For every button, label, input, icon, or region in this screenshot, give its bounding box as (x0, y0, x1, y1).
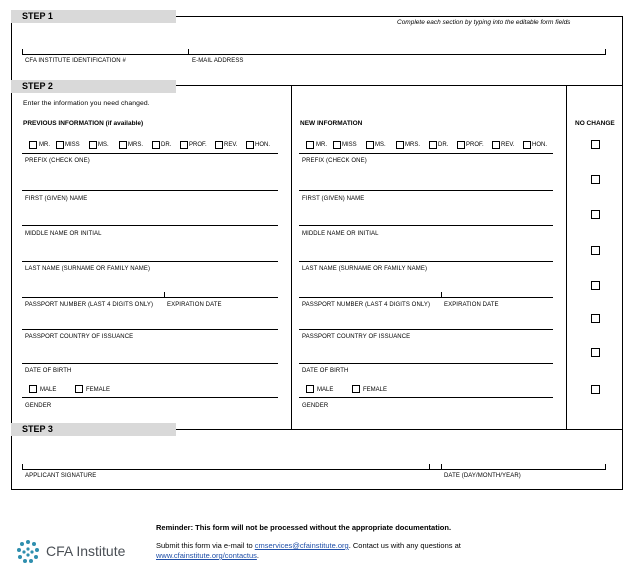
signature-date-input[interactable] (444, 456, 604, 468)
prev-middle-name-input[interactable] (25, 212, 275, 224)
new-prefix-ms-checkbox[interactable] (366, 141, 374, 149)
new-gender-female-checkbox[interactable] (352, 385, 360, 393)
new-first-name-input[interactable] (302, 177, 550, 189)
new-last-name-input[interactable] (302, 248, 550, 260)
email-link[interactable]: cmservices@cfainstitute.org (254, 541, 349, 550)
prev-last-name-input[interactable] (25, 248, 275, 260)
new-country-input[interactable] (302, 316, 550, 328)
new-prefix-prof-label: PROF. (466, 142, 484, 148)
cfa-globe-icon (14, 538, 42, 566)
contact-url-link[interactable]: www.cfainstitute.org/contactus (156, 551, 257, 560)
step3-label: STEP 3 (11, 423, 176, 436)
new-expiration-label: EXPIRATION DATE (444, 302, 499, 308)
new-prefix-dr-label: DR. (438, 142, 449, 148)
new-middle-name-label: MIDDLE NAME OR INITIAL (302, 231, 379, 237)
new-prefix-hon-checkbox[interactable] (523, 141, 531, 149)
new-prefix-label: PREFIX (CHECK ONE) (302, 158, 367, 164)
new-expiration-input[interactable] (444, 284, 550, 296)
prev-passport-label: PASSPORT NUMBER (LAST 4 DIGITS ONLY) (25, 302, 154, 308)
prev-expiration-input[interactable] (167, 284, 275, 296)
prev-dob-input[interactable] (25, 350, 275, 362)
prev-prefix-dr-checkbox[interactable] (152, 141, 160, 149)
prev-gender-male-checkbox[interactable] (29, 385, 37, 393)
no-change-prefix-checkbox[interactable] (591, 140, 600, 149)
column-divider-1 (291, 85, 292, 430)
no-change-last-name-checkbox[interactable] (591, 246, 600, 255)
prev-dob-label: DATE OF BIRTH (25, 368, 72, 374)
new-info-header: NEW INFORMATION (300, 120, 363, 127)
cfa-id-label: CFA INSTITUTE IDENTIFICATION # (25, 58, 126, 64)
step1-underline (22, 54, 606, 55)
no-change-passport-checkbox[interactable] (591, 281, 600, 290)
prev-prefix-ms-label: MS. (98, 142, 109, 148)
cfa-logo-text: CFA Institute (46, 543, 126, 559)
new-country-label: PASSPORT COUNTRY OF ISSUANCE (302, 334, 411, 340)
prev-prefix-prof-checkbox[interactable] (180, 141, 188, 149)
prev-first-name-input[interactable] (25, 177, 275, 189)
new-passport-label: PASSPORT NUMBER (LAST 4 DIGITS ONLY) (302, 302, 431, 308)
new-prefix-mrs-checkbox[interactable] (396, 141, 404, 149)
submit-prefix: Submit this form via e-mail to (156, 541, 255, 550)
prev-gender-male-label: MALE (40, 387, 57, 393)
no-change-dob-checkbox[interactable] (591, 348, 600, 357)
prev-prefix-hon-checkbox[interactable] (246, 141, 254, 149)
submit-text (156, 541, 461, 550)
new-last-name-label: LAST NAME (SURNAME OR FAMILY NAME) (302, 266, 428, 272)
prev-prefix-prof-label: PROF. (189, 142, 207, 148)
prev-last-name-label: LAST NAME (SURNAME OR FAMILY NAME) (25, 266, 151, 272)
previous-info-header: PREVIOUS INFORMATION (if available) (23, 120, 144, 127)
new-first-name-label: FIRST (GIVEN) NAME (302, 196, 365, 202)
contact-period: . (256, 551, 259, 560)
signature-input[interactable] (25, 456, 425, 468)
new-prefix-mr-label: MR. (316, 142, 327, 148)
new-middle-name-input[interactable] (302, 212, 550, 224)
new-prefix-mr-checkbox[interactable] (306, 141, 314, 149)
prev-first-name-label: FIRST (GIVEN) NAME (25, 196, 88, 202)
cfa-logo (14, 538, 144, 566)
step1-instruction: Complete each section by typing into the editable form fields (397, 19, 571, 26)
new-gender-label: GENDER (302, 403, 329, 409)
new-gender-male-label: MALE (317, 387, 334, 393)
new-dob-label: DATE OF BIRTH (302, 368, 349, 374)
prev-country-input[interactable] (25, 316, 275, 328)
prev-prefix-mr-label: MR. (39, 142, 50, 148)
no-change-country-checkbox[interactable] (591, 314, 600, 323)
prev-prefix-miss-checkbox[interactable] (56, 141, 64, 149)
prev-prefix-ms-checkbox[interactable] (89, 141, 97, 149)
prev-prefix-mr-checkbox[interactable] (29, 141, 37, 149)
prev-gender-female-checkbox[interactable] (75, 385, 83, 393)
prev-prefix-rev-checkbox[interactable] (215, 141, 223, 149)
new-prefix-prof-checkbox[interactable] (457, 141, 465, 149)
new-passport-input[interactable] (302, 284, 437, 296)
new-gender-female-label: FEMALE (363, 387, 388, 393)
new-prefix-rev-label: REV. (501, 142, 515, 148)
new-prefix-dr-checkbox[interactable] (429, 141, 437, 149)
prev-gender-label: GENDER (25, 403, 52, 409)
new-prefix-ms-label: MS. (375, 142, 386, 148)
prev-passport-input[interactable] (25, 284, 160, 296)
prev-country-label: PASSPORT COUNTRY OF ISSUANCE (25, 334, 134, 340)
contact-text: . Contact us with any questions at (348, 541, 461, 550)
prev-prefix-label: PREFIX (CHECK ONE) (25, 158, 90, 164)
prev-prefix-hon-label: HON. (255, 142, 270, 148)
new-dob-input[interactable] (302, 350, 550, 362)
prev-prefix-miss-label: MISS (65, 142, 80, 148)
prev-gender-female-label: FEMALE (86, 387, 111, 393)
new-prefix-miss-label: MISS (342, 142, 357, 148)
no-change-gender-checkbox[interactable] (591, 385, 600, 394)
step2-label: STEP 2 (11, 80, 176, 93)
new-prefix-mrs-label: MRS. (405, 142, 420, 148)
prev-prefix-rev-label: REV. (224, 142, 238, 148)
cfa-id-input[interactable] (25, 42, 185, 54)
prev-middle-name-label: MIDDLE NAME OR INITIAL (25, 231, 102, 237)
contact-line (156, 551, 259, 560)
prev-prefix-mrs-checkbox[interactable] (119, 141, 127, 149)
step2-intro: Enter the information you need changed. (23, 100, 150, 107)
no-change-first-name-checkbox[interactable] (591, 175, 600, 184)
step1-label: STEP 1 (11, 10, 176, 23)
new-gender-male-checkbox[interactable] (306, 385, 314, 393)
signature-label: APPLICANT SIGNATURE (25, 473, 97, 479)
email-input[interactable] (192, 42, 602, 54)
email-label: E-MAIL ADDRESS (192, 58, 244, 64)
signature-date-label: DATE (DAY/MONTH/YEAR) (444, 473, 521, 479)
new-prefix-miss-checkbox[interactable] (333, 141, 341, 149)
no-change-middle-name-checkbox[interactable] (591, 210, 600, 219)
new-prefix-rev-checkbox[interactable] (492, 141, 500, 149)
no-change-header: NO CHANGE (575, 120, 615, 127)
prev-expiration-label: EXPIRATION DATE (167, 302, 222, 308)
prev-prefix-dr-label: DR. (161, 142, 172, 148)
reminder-text: Reminder: This form will not be processed without the appropriate documentation. (156, 523, 452, 532)
column-divider-2 (566, 85, 567, 430)
prev-prefix-mrs-label: MRS. (128, 142, 143, 148)
new-prefix-hon-label: HON. (532, 142, 547, 148)
